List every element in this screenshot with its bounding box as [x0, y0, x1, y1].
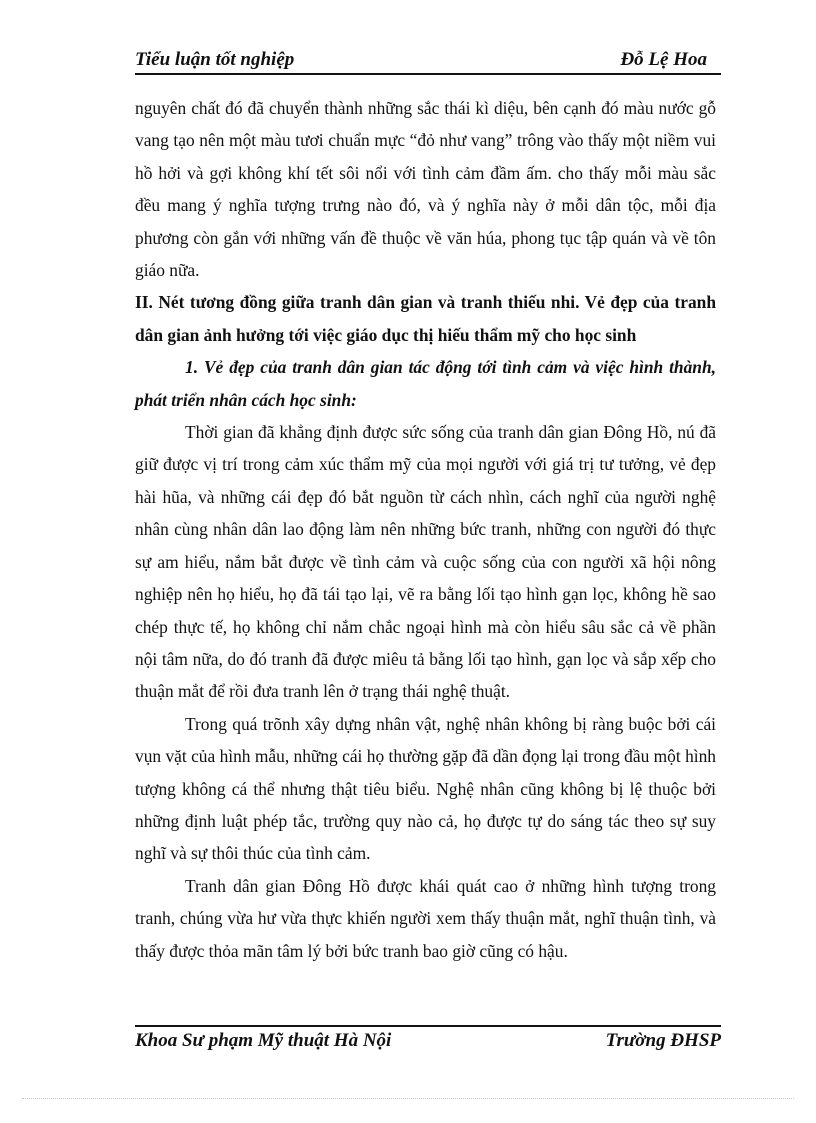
footer-university: Trường ĐHSP — [605, 1030, 721, 1051]
footer-faculty: Khoa Sư phạm Mỹ thuật Hà Nội — [135, 1030, 392, 1051]
paragraph-2: Thời gian đã khẳng định được sức sống của tranh dân gian Đông Hồ, nú đã giữ được vị trí trong cảm xúc thẩm mỹ của mọi người với giá trị tư tưởng, vẻ đẹp hài hũa, và những cái đẹp đó bắt nguồn từ cách nhìn, cách nghĩ của người nghệ nhân cùng nhân dân lao động làm nên những bức tranh, những con người đó thực sự am hiểu, nắm bắt được về tình cảm và cuộc sống của con người xã hội nông nghiệp nên họ hiểu, họ đã tái tạo lại, vẽ ra bằng lối tạo hình gạn lọc, không hề sao chép thực tế, họ không chỉ nắm chắc ngoại hình mà còn hiểu sâu sắc cả về phần nội tâm nữa, do đó tranh đã được miêu tả bằng lối tạo hình, gạn lọc và sắp xếp cho thuận mắt để rồi đưa tranh lên ở trạng thái nghệ thuật. — [135, 422, 716, 702]
header-author: Đỗ Lệ Hoa — [620, 49, 707, 70]
section-heading: II. Nét tương đồng giữa tranh dân gian và tranh thiếu nhi. Vẻ đẹp của tranh dân gian ảnh hưởng tới việc giáo dục thị hiếu thẩm mỹ cho học sinh — [135, 292, 716, 345]
document-body — [135, 92, 716, 967]
page-bottom-divider — [22, 1098, 794, 1099]
paragraph-3: Trong quá trõnh xây dựng nhân vật, nghệ nhân không bị ràng buộc bởi cái vụn vặt của hình mẫu, những cái họ thường gặp đã dần đọng lại trong đầu một hình tượng không cá thể nhưng thật tiêu biểu. Nghệ nhân cũng không bị lệ thuộc bởi những định luật phép tắc, trường quy nào cả, họ được tự do sáng tác theo sự suy nghĩ và sự thôi thúc của tình cảm. — [135, 713, 716, 864]
header-title: Tiểu luận tốt nghiệp — [135, 49, 295, 70]
page-header — [135, 47, 721, 75]
paragraph-1: nguyên chất đó đã chuyển thành những sắc thái kì diệu, bên cạnh đó màu nước gỗ vang tạo nên một màu tươi chuẩn mực “đỏ như vang” trông vào thấy một niềm vui hồ hởi và gợi không khí tết sôi nổi với tình cảm đầm ấm. cho thấy mỗi màu sắc đều mang ý nghĩa tượng trưng nào đó, và ý nghĩa này ở mỗi dân tộc, mỗi địa phương còn gắn với những vấn đề thuộc về văn húa, phong tục tập quán và về tôn giáo nữa. — [135, 98, 716, 281]
footer-rule — [135, 1025, 721, 1027]
subsection-heading: 1. Vẻ đẹp của tranh dân gian tác động tới tình cảm và việc hình thành, phát triển nhân cách học sinh: — [135, 357, 716, 410]
paragraph-4: Tranh dân gian Đông Hồ được khái quát cao ở những hình tượng trong tranh, chúng vừa hư vừa thực khiến người xem thấy thuận mắt, nghĩ thuận tình, và thấy được thỏa mãn tâm lý bởi bức tranh bao giờ cũng có hậu. — [135, 875, 716, 961]
